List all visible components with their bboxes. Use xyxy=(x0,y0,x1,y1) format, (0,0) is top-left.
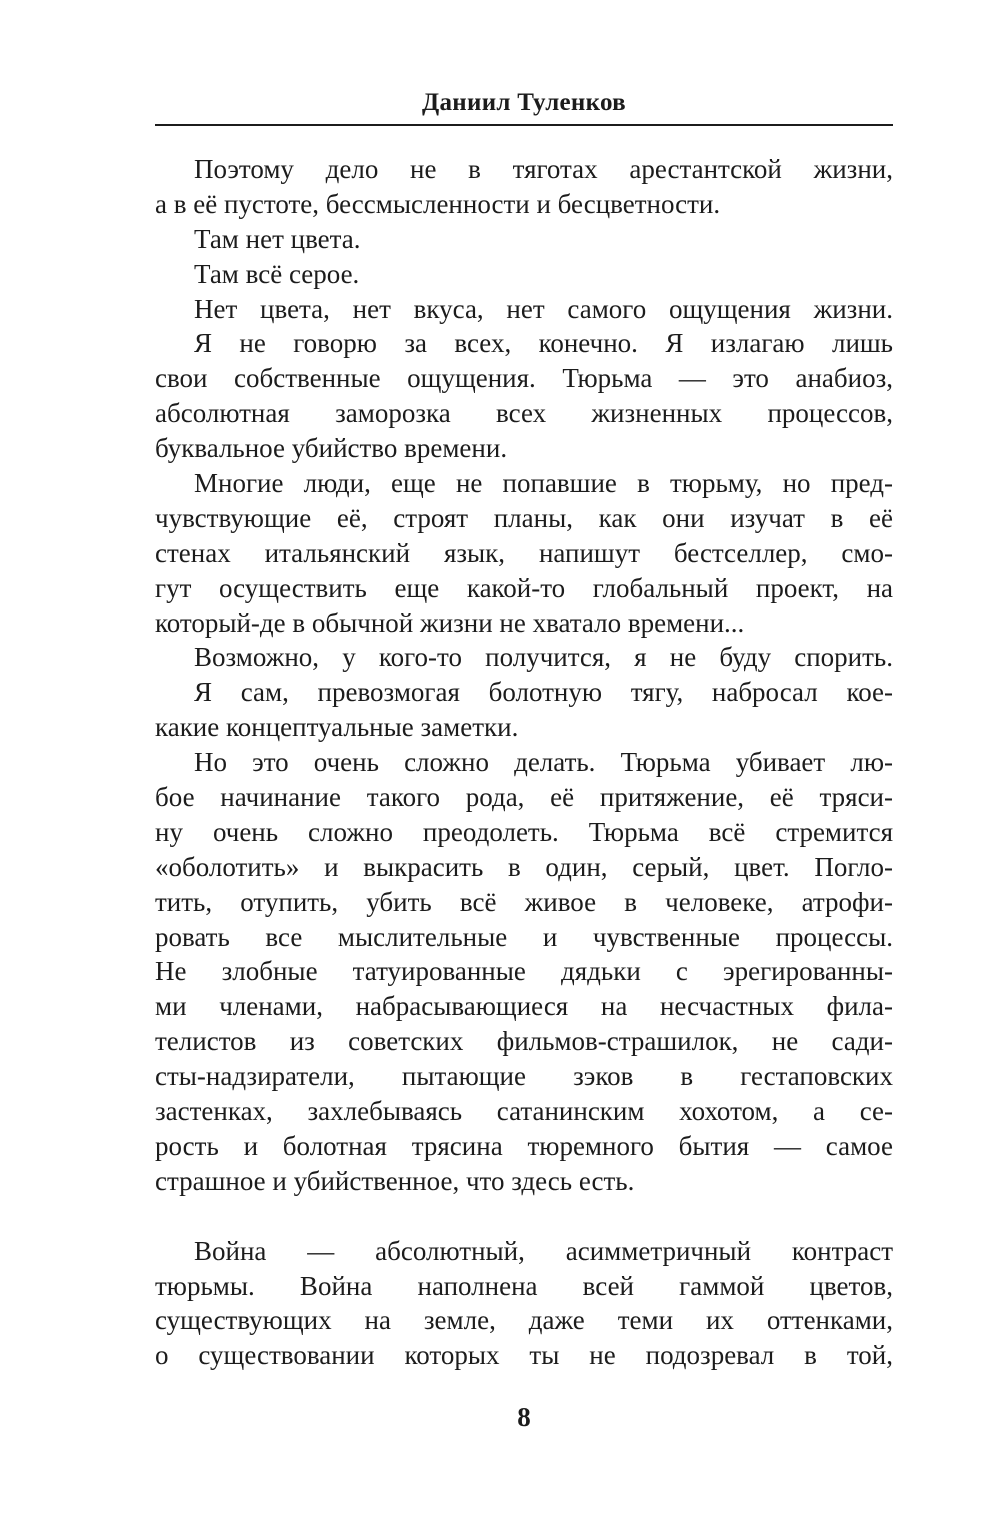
text-line: ми членами, набрасывающиеся на несчастных фила- xyxy=(155,991,893,1022)
text-line: Я не говорю за всех, конечно. Я излагаю лишь xyxy=(194,328,893,359)
text-line: ровать все мыслительные и чувственные процессы. xyxy=(155,921,893,952)
text-line: гут осуществить еще какой-то глобальный проект, на xyxy=(155,572,893,603)
text-line: Не злобные татуированные дядьки с эрегированны- xyxy=(155,956,893,987)
text-line: абсолютная заморозка всех жизненных процессов, xyxy=(155,398,893,429)
text-line: Там всё серое. xyxy=(194,258,360,289)
text-line: «оболотить» и выкрасить в один, серый, цвет. Погло- xyxy=(155,851,893,882)
text-line: Я сам, превозмогая болотную тягу, набросал кое- xyxy=(194,677,893,708)
section-gap xyxy=(155,1199,893,1234)
text-line: страшное и убийственное, что здесь есть. xyxy=(155,1165,635,1196)
text-line: ну очень сложно преодолеть. Тюрьма всё стремится xyxy=(155,816,893,847)
text-line: Поэтому дело не в тяготах арестантской жизни, xyxy=(194,154,893,184)
text-line: свои собственные ощущения. Тюрьма — это анабиоз, xyxy=(155,363,893,394)
text-line: рость и болотная трясина тюремного бытия — самое xyxy=(155,1130,893,1161)
running-head-author: Даниил Туленков xyxy=(422,89,626,116)
text-line: о существовании которых ты не подозревал в той, xyxy=(155,1340,893,1371)
text-line: Нет цвета, нет вкуса, нет самого ощущения жизни. xyxy=(194,293,893,324)
text-line: Многие люди, еще не попавшие в тюрьму, но пред- xyxy=(194,468,893,499)
text-line: телистов из советских фильмов-страшилок, не сади- xyxy=(155,1026,893,1057)
text-line: стенах итальянский язык, напишут бестселлер, смо- xyxy=(155,537,893,568)
text-line: Война — абсолютный, асимметричный контраст xyxy=(194,1235,893,1266)
page-number: 8 xyxy=(517,1402,531,1432)
text-line: буквальное убийство времени. xyxy=(155,433,508,464)
body-text xyxy=(155,152,893,1373)
text-line: который-де в обычной жизни не хватало времени... xyxy=(155,607,745,638)
text-line: существующих на земле, даже теми их оттенками, xyxy=(155,1305,893,1336)
text-line: тюрьмы. Война наполнена всей гаммой цветов, xyxy=(155,1270,893,1301)
text-line: какие концептуальные заметки. xyxy=(155,712,519,743)
text-line: чувствующие её, строят планы, как они изучат в её xyxy=(155,502,893,533)
text-line: застенках, захлебываясь сатанинским хохотом, а се- xyxy=(155,1096,893,1127)
text-line: а в её пустоте, бессмысленности и бесцветности. xyxy=(155,188,721,219)
text-line: Возможно, у кого-то получится, я не буду спорить. xyxy=(194,642,893,673)
text-line: сты-надзиратели, пытающие зэков в гестаповских xyxy=(155,1061,893,1092)
text-line: Там нет цвета. xyxy=(194,223,361,254)
text-line: тить, отупить, убить всё живое в человеке, атрофи- xyxy=(155,886,893,917)
header-rule xyxy=(155,124,893,126)
text-line: Но это очень сложно делать. Тюрьма убивает лю- xyxy=(194,747,893,778)
text-line: бое начинание такого рода, её притяжение, её тряси- xyxy=(155,782,893,813)
